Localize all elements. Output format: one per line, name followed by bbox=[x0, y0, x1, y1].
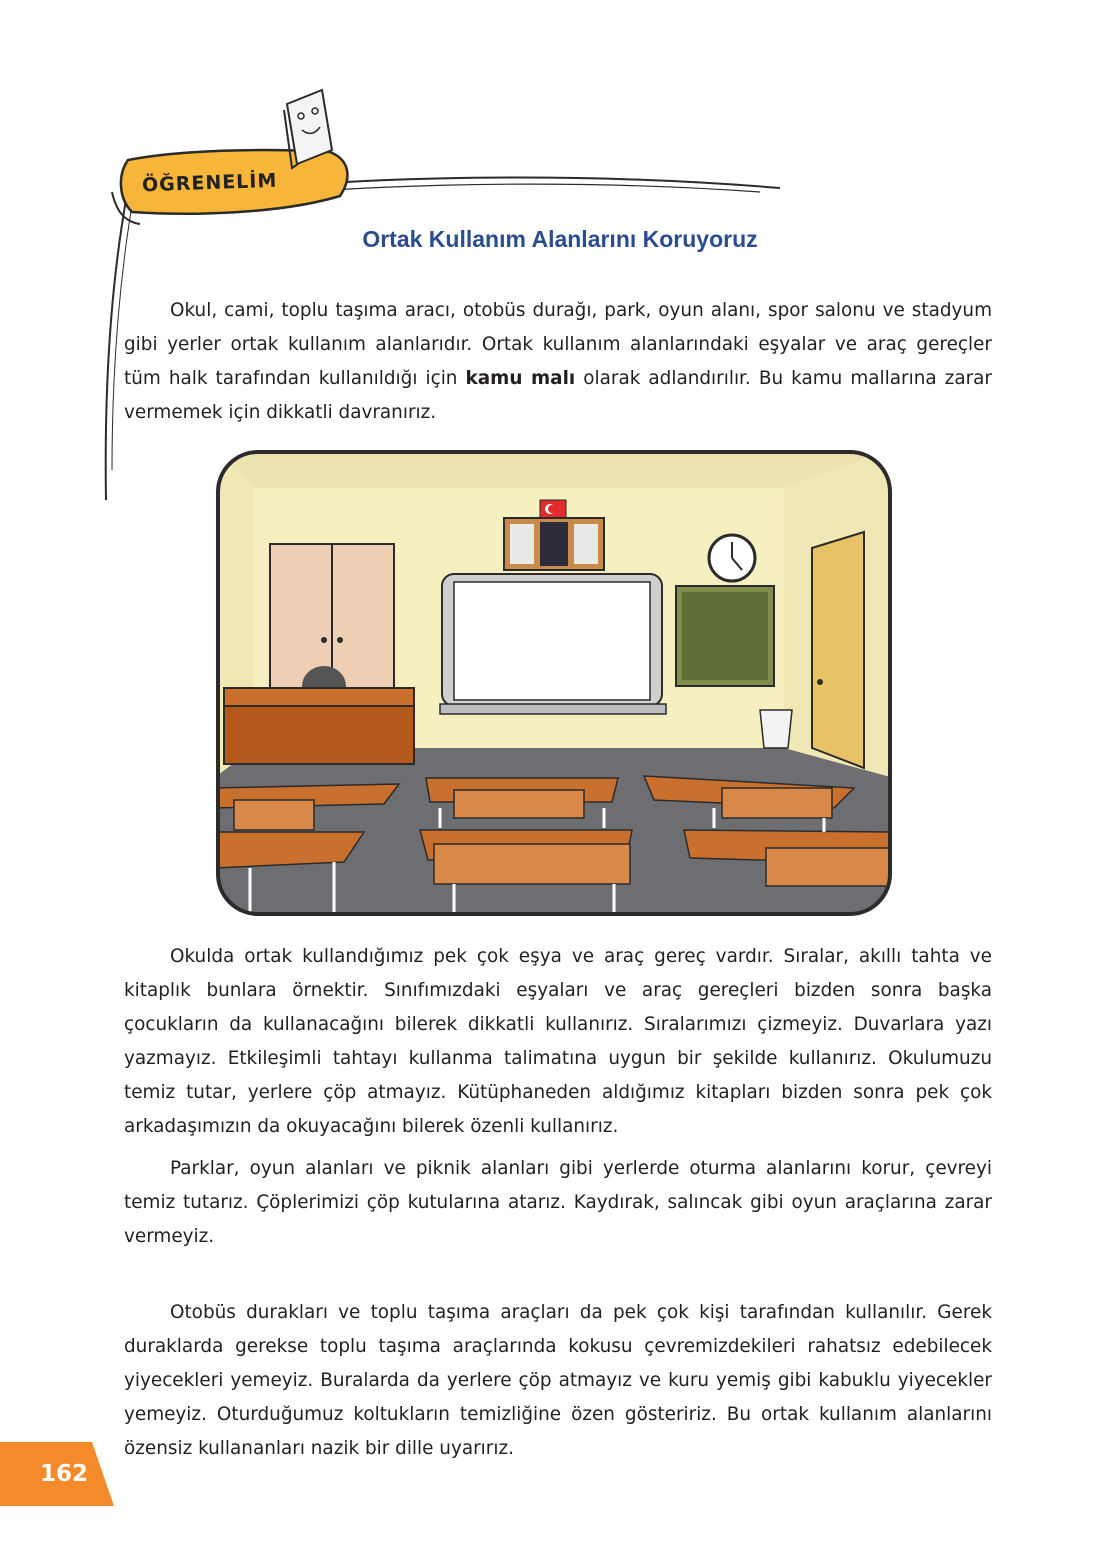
paragraph-transport: Otobüs durakları ve toplu taşıma araçları da pek çok kişi tarafından kullanılır. Gerek duraklarda gerekse toplu taşıma araçlarında kokusu çevremizdekileri rahatsız edebilecek yiyecekleri yemeyiz. Buralarda da yerlere çöp atmayız ve kuru yemiş gibi kabuklu yiyecekler yemeyiz. Oturduğumuz koltukların temizliğine özen gösteririz. Bu ortak kullanım alanlarını özensiz kullananları nazik bir dille uyarırız. bbox=[124, 1302, 992, 1459]
clock-icon bbox=[709, 535, 755, 581]
paragraph-school: Okulda ortak kullandığımız pek çok eşya ve araç gereç vardır. Sıralar, akıllı tahta ve kitaplık bunlara örnektir. Sınıfımızdaki eşyaları ve araç gereçleri bizden sonra başka çocukların da kullanacağını bilerek dikkatli kullanırız. Sıralarımızı çizmeyiz. Duvarlara yazı yazmayız. Etkileşimli tahtayı kullanma talimatına uygun bir şekilde kullanırız. Okulumuzu temiz tutar, yerlere çöp atmayız. Kütüphaneden aldığımız kitapları bizden sonra pek çok arkadaşımızın da okuyacağını bilerek özenli kullanırız. bbox=[124, 946, 992, 1137]
paragraph-intro bbox=[124, 294, 992, 430]
paragraph-parks: Parklar, oyun alanları ve piknik alanları gibi yerlerde oturma alanlarını korur, çevreyi temiz tutarız. Çöplerimizi çöp kutularına atarız. Kaydırak, salıncak gibi oyun araçlarına zarar vermeyiz. bbox=[124, 1158, 992, 1247]
paragraph-intro-text-1: Okul, cami, toplu taşıma aracı, otobüs durağı, park, oyun alanı, spor salonu ve stadyum gibi yerler ortak kullanım alanlarıdır. Ortak kullanım alanlarındaki eşyalar ve araç gereçler tüm halk tarafından kullanıldığı için bbox=[124, 300, 992, 389]
page-number: 162 bbox=[40, 1461, 89, 1487]
paragraph-intro-text-2: olarak adlandırılır. Bu kamu mallarına zarar vermemek için dikkatli davranırız. bbox=[124, 368, 992, 423]
classroom-illustration bbox=[214, 448, 894, 918]
paragraph-intro-bold: kamu malı bbox=[465, 368, 576, 389]
section-banner bbox=[0, 0, 1106, 520]
section-label: ÖĞRENELİM bbox=[141, 169, 278, 197]
page-title: Ortak Kullanım Alanlarını Koruyoruz bbox=[362, 226, 758, 252]
